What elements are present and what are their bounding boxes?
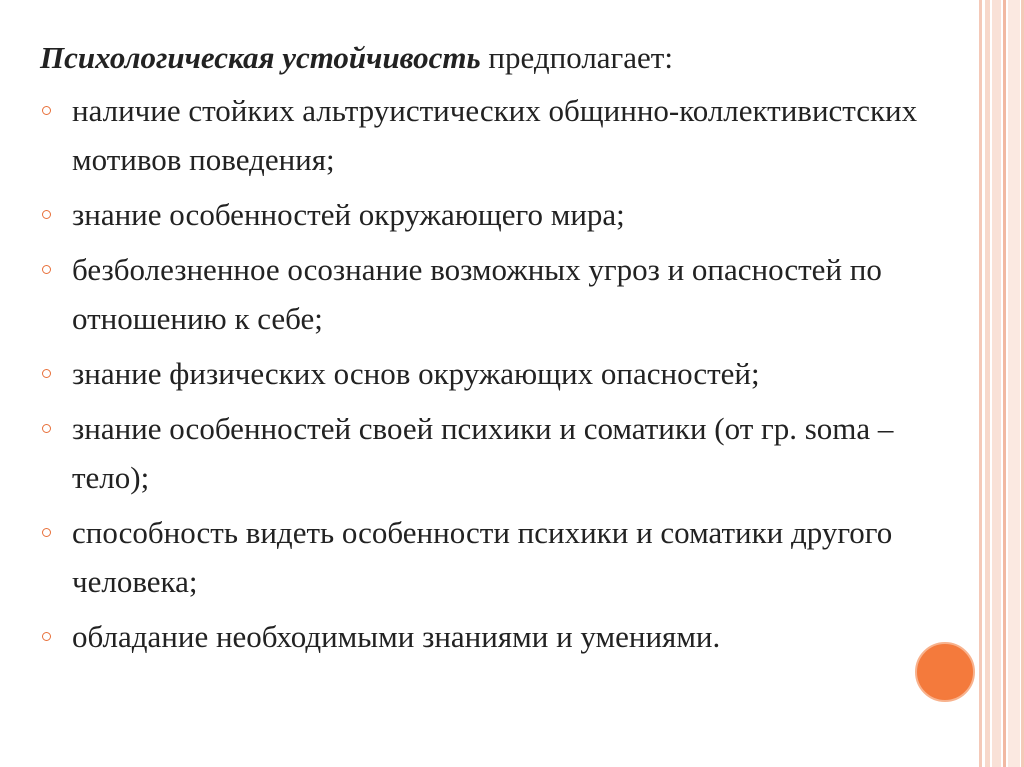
- slide-content: [40, 30, 970, 667]
- list-item: [40, 86, 970, 184]
- list-item-text: обладание необходимыми знаниями и умениями.: [72, 619, 721, 654]
- title-rest: предполагает:: [480, 40, 673, 75]
- circle-bullet-icon: [42, 210, 51, 219]
- bullet-list: [40, 86, 970, 661]
- list-item-text: способность видеть особенности психики и соматики другого человека;: [72, 515, 893, 599]
- decorative-stripe: [1008, 0, 1020, 767]
- list-item-text: знание особенностей своей психики и соматики (от гр. soma – тело);: [72, 411, 894, 495]
- list-item: [40, 508, 970, 606]
- decorative-stripe: [1003, 0, 1006, 767]
- list-item-text: знание физических основ окружающих опасностей;: [72, 356, 760, 391]
- circle-bullet-icon: [42, 424, 51, 433]
- circle-bullet-icon: [42, 265, 51, 274]
- list-item-text: безболезненное осознание возможных угроз и опасностей по отношению к себе;: [72, 252, 882, 336]
- circle-bullet-icon: [42, 106, 51, 115]
- list-item: [40, 612, 970, 661]
- list-item: [40, 404, 970, 502]
- orange-circle-decoration: [915, 642, 975, 702]
- circle-bullet-icon: [42, 369, 51, 378]
- list-item-text: наличие стойких альтруистических общинно-коллективистских мотивов поведения;: [72, 93, 918, 177]
- list-item: [40, 245, 970, 343]
- decorative-stripe: [979, 0, 982, 767]
- slide-title: [40, 30, 970, 86]
- circle-bullet-icon: [42, 528, 51, 537]
- list-item-text: знание особенностей окружающего мира;: [72, 197, 625, 232]
- list-item: [40, 190, 970, 239]
- decorative-stripe: [985, 0, 990, 767]
- circle-bullet-icon: [42, 632, 51, 641]
- decorative-stripe: [992, 0, 1001, 767]
- list-item: [40, 349, 970, 398]
- title-emphasis: Психологическая устойчивость: [40, 40, 481, 75]
